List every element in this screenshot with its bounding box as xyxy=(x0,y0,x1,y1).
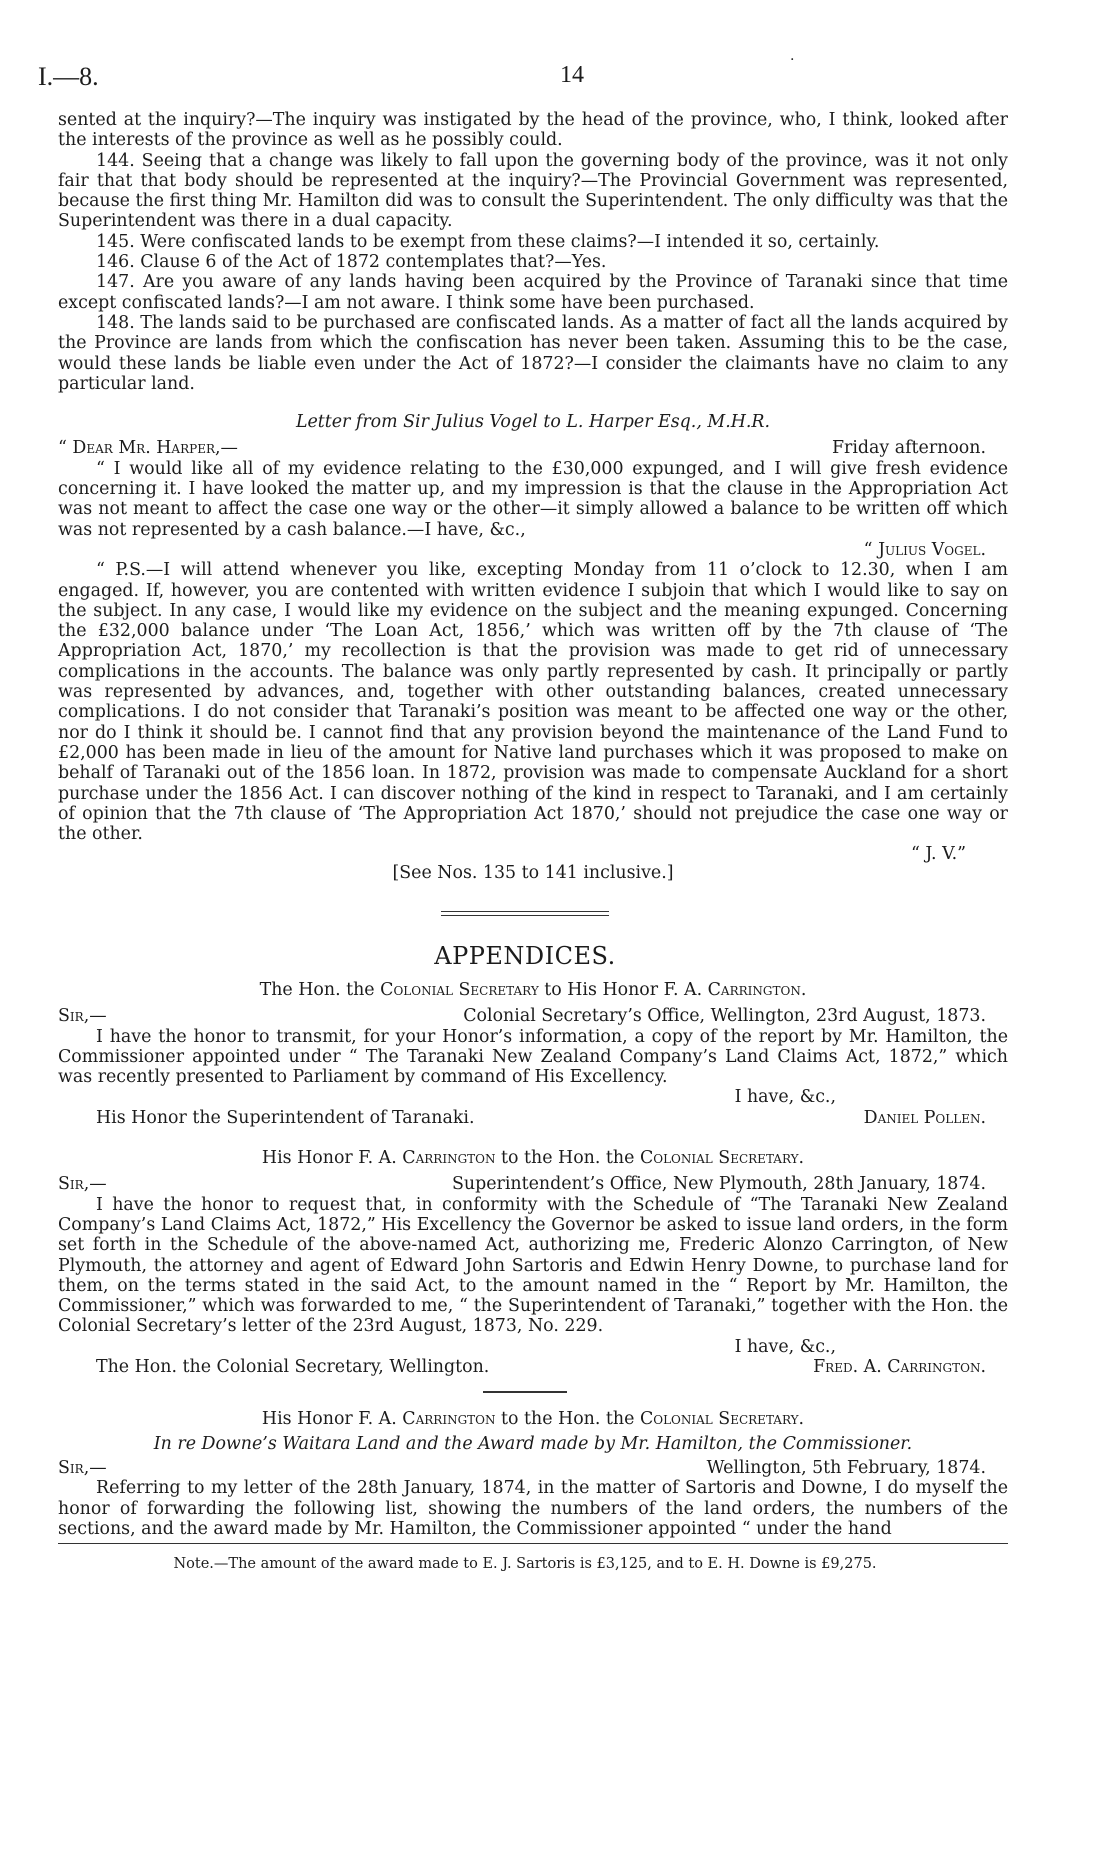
letter-2-salutation-row xyxy=(58,1006,1008,1026)
letter-3-date: Superintendent’s Office, New Plymouth, 28th January, 1874. xyxy=(452,1174,986,1195)
letter-3-addressee: The Hon. the Colonial Secretary, Wellington. xyxy=(96,1357,490,1378)
question-148: 148. The lands said to be purchased are confiscated lands. As a matter of fact all the lands acquired by the Province are lands from which the confiscation has never been taken. Assuming this to be the case, would these lands be liable even under the Act of 1872?—I consider the claimants have no claim to any particular land. xyxy=(58,312,1008,394)
footnote-rule xyxy=(58,1543,1008,1544)
letter-3-sign-row xyxy=(58,1357,1008,1377)
letter-4-heading xyxy=(58,1409,1008,1429)
letter-salutation: “ Dear Mr. Harper,— xyxy=(58,438,238,459)
letter-4-date: Wellington, 5th February, 1874. xyxy=(706,1457,986,1478)
letter-3-salutation-row xyxy=(58,1174,1008,1194)
heading-part: Carrington xyxy=(402,1409,496,1430)
footnote: Note.—The amount of the award made to E. J. Sartoris is £3,125, and to E. H. Downe is £9,275. xyxy=(173,1556,877,1573)
heading-part: to the Hon. the xyxy=(495,1148,640,1169)
heading-part: His Honor F. A. xyxy=(261,1148,403,1169)
letter-heading: Letter from Sir Julius Vogel to L. Harper Esq., M.H.R. xyxy=(295,412,771,433)
letter-2-salutation: Sir,— xyxy=(58,1006,107,1027)
heading-part: Carrington xyxy=(402,1148,496,1169)
page-number: 14 xyxy=(560,62,584,88)
letter-2-date: Colonial Secretary’s Office, Wellington, 23rd August, 1873. xyxy=(463,1006,986,1027)
question-145: 145. Were confiscated lands to be exempt from these claims?—I intended it so, certainly. xyxy=(96,231,880,252)
letter-2-sign-row xyxy=(58,1108,1008,1128)
page-speck: . xyxy=(790,48,795,64)
letter-salutation-row xyxy=(58,438,1008,458)
letter-3-body: I have the honor to request that, in conformity with the Schedule of “The Taranaki New Zealand Company’s Land Claims Act, 1872,” His Excellency the Governor be asked to issue land orders, in the form set forth in the Schedule of the above-named Act, authorizing me, Frederic Alonzo Carrington, of New Plymouth, the attorney and agent of Edward John Sartoris and Edwin Henry Downe, to purchase land for them, on the terms stated in the said Act, to the amount named in the “ Report by Mr. Hamilton, the Commissioner,” which was forwarded to me, “ the Superintendent of Taranaki,” together with the Hon. the Colonial Secretary’s letter of the 23rd August, 1873, No. 229. xyxy=(58,1194,1008,1337)
letter-body: “ I would like all of my evidence relating to the £30,000 expunged, and I will give fresh evidence concerning it. I have looked the matter up, and my impression is that the clause in the Appropriation Act was not meant to affect the case one way or the other—it simply allowed a balance to be written off which was not represented by a cash balance.—I have, &c., xyxy=(58,458,1008,540)
appendices-title: APPENDICES. xyxy=(434,941,616,970)
letter-4-salutation-row xyxy=(58,1458,1008,1478)
letter-4-section xyxy=(30,1409,1020,1539)
letter-postscript: “ P.S.—I will attend whenever you like, excepting Monday from 11 o’clock to 12.30, when I am engaged. If, however, you are contented with written evidence I subjoin that which I would like to say on the subject. In any case, I would like my evidence on the subject and the meaning expunged. Concerning the £32,000 balance under ‘The Loan Act, 1856,’ which was written off by the 7th clause of ‘The Appropriation Act, 1870,’ my recollection is that the provision was made to get rid of unnecessary complications in the accounts. The balance was only partly represented by cash. It principally or partly was represented by advances, and, together with other outstanding balances, created unnecessary complications. I do not consider that Taranaki’s position was meant to be affected one way or the other, nor do I think it should be. I cannot find that any provision beyond the maintenance of the Land Fund to £2,000 has been made in lieu of the amount for Native land purchases which it was proposed to make on behalf of Taranaki out of the 1856 loan. In 1872, provision was made to compensate Auckland for a short purchase under the 1856 Act. I can discover nothing of the kind in respect to Taranaki, and I am certainly of opinion that the 7th clause of ‘The Appropriation Act 1870,’ should not prejudice the case one way or the other. xyxy=(58,560,1008,845)
document-page xyxy=(30,40,1020,1587)
postscript-signature: “ J. V.” xyxy=(910,844,966,865)
question-147: 147. Are you aware of any lands having been acquired by the Province of Taranaki since that time except confiscated lands?—I am not aware. I think some have been purchased. xyxy=(58,272,1008,313)
section-divider xyxy=(441,911,609,916)
question-continuation: sented at the inquiry?—The inquiry was instigated by the head of the province, who, I think, looked after the interests of the province as well as he possibly could. xyxy=(58,110,1008,151)
letter-2-heading xyxy=(58,980,1008,1000)
heading-part: Carrington. xyxy=(707,979,807,1000)
letter-3-signature: Fred. A. Carrington. xyxy=(813,1357,986,1378)
letter-4-body: Referring to my letter of the 28th January, 1874, in the matter of Sartoris and Downe, I do myself the honor of forwarding the following list, showing the numbers of the land orders, the numbers of the sections, and the award made by Mr. Hamilton, the Commissioner appointed “ under the hand xyxy=(58,1478,1008,1539)
letter-2-addressee: His Honor the Superintendent of Taranaki. xyxy=(96,1107,475,1128)
heading-part: to the Hon. the xyxy=(495,1409,640,1430)
heading-part: The Hon. the xyxy=(259,979,381,1000)
cross-reference: [See Nos. 135 to 141 inclusive.] xyxy=(392,862,674,883)
page-reference: I.—8. xyxy=(38,62,99,91)
heading-part: Colonial Secretary xyxy=(380,979,539,1000)
page-header xyxy=(30,40,1020,91)
letter-4-salutation: Sir,— xyxy=(58,1457,107,1478)
letter-4-subheading: In re Downe’s Waitara Land and the Award made by Mr. Hamilton, the Commissioner. xyxy=(153,1433,913,1454)
letter-date: Friday afternoon. xyxy=(831,438,986,459)
evidence-section xyxy=(30,110,1020,883)
letter-2-closing: I have, &c., xyxy=(734,1087,836,1108)
heading-part: Colonial Secretary. xyxy=(639,1148,805,1169)
question-146: 146. Clause 6 of the Act of 1872 contemplates that?—Yes. xyxy=(96,252,607,273)
letter-2-body: I have the honor to transmit, for your Honor’s information, a copy of the report by Mr. Hamilton, the Commissioner appointed under “ The Taranaki New Zealand Company’s Land Claims Act, 1872,” which was recently presented to Parliament by command of His Excellency. xyxy=(58,1026,1008,1088)
short-divider xyxy=(483,1391,567,1393)
appendices-section xyxy=(30,980,1020,1377)
letter-3-heading xyxy=(58,1148,1008,1168)
heading-part: His Honor F. A. xyxy=(261,1409,403,1430)
letter-2-signature: Daniel Pollen. xyxy=(863,1107,986,1128)
letter-3-salutation: Sir,— xyxy=(58,1174,107,1195)
question-144: 144. Seeing that a change was likely to fall upon the governing body of the province, was it not only fair that that body should be represented at the inquiry?—The Provincial Government was represented, because the first thing Mr. Hamilton did was to consult the Superintendent. The only difficulty was that the Superintendent was there in a dual capacity. xyxy=(58,150,1008,232)
letter-3-closing: I have, &c., xyxy=(734,1336,836,1357)
heading-part: Colonial Secretary. xyxy=(639,1409,805,1430)
letter-signature: “ Julius Vogel. xyxy=(863,539,986,560)
heading-part: to His Honor F. A. xyxy=(538,979,708,1000)
